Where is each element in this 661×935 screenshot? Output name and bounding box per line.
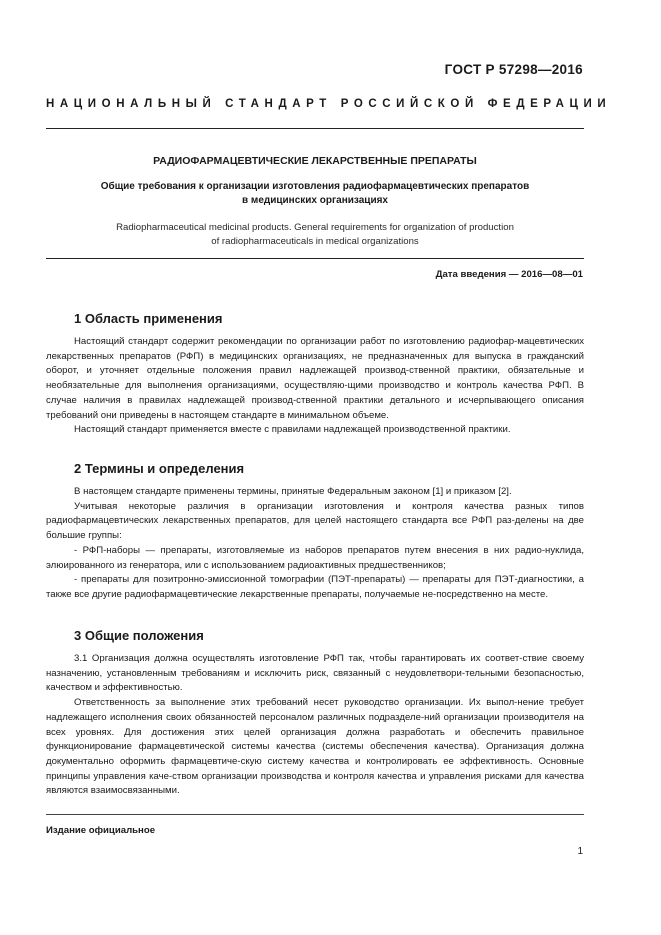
section-paragraph: - РФП-наборы — препараты, изготовляемые из наборов препаратов путем внесения в них радио-нуклида, элюированного из генератора, или с использованием радиоактивных предшественников;	[46, 544, 584, 571]
english-title	[60, 221, 570, 248]
official-edition-label: Издание официальное	[46, 825, 156, 836]
national-standard-banner: НАЦИОНАЛЬНЫЙ СТАНДАРТ РОССИЙСКОЙ ФЕДЕРАЦИИ	[46, 98, 612, 110]
section-scope	[46, 311, 584, 438]
section-paragraph: 3.1 Организация должна осуществлять изготовление РФП так, чтобы гарантировать их соответ-ствие своему назначению, установленным требованиям и исключить риск, связанный с неудовлетвори-тельными безопасностью, качеством и эффективностью.	[46, 653, 584, 694]
section-heading: 3 Общие положения	[74, 628, 204, 643]
document-title: РАДИОФАРМАЦЕВТИЧЕСКИЕ ЛЕКАРСТВЕННЫЕ ПРЕПАРАТЫ	[153, 155, 477, 167]
subtitle-line: в медицинских организациях	[242, 195, 388, 206]
english-title-line: Radiopharmaceutical medicinal products. General requirements for organization of production	[116, 222, 514, 233]
top-divider	[46, 128, 584, 129]
title-bottom-divider	[46, 258, 584, 259]
page-number: 1	[577, 846, 583, 857]
section-heading: 1 Область применения	[74, 311, 223, 326]
section-paragraph: В настоящем стандарте применены термины, принятые Федеральным законом [1] и приказом [2].	[74, 486, 512, 497]
introduction-date: Дата введения — 2016—08—01	[435, 269, 583, 280]
section-heading: 2 Термины и определения	[74, 461, 245, 476]
english-title-line: of radiopharmaceuticals in medical organizations	[211, 235, 419, 247]
standard-code: ГОСТ Р 57298—2016	[444, 62, 583, 77]
subtitle-line: Общие требования к организации изготовления радиофармацевтических препаратов	[100, 181, 530, 192]
section-paragraph: Настоящий стандарт содержит рекомендации по организации работ по изготовлению радиофар-мацевтических лекарственных препаратов (РФП) в медицинских организациях, не предназначенных для выпуска в гражданский оборот, и уточняет отдельные положения правил надлежащей производ-ственной практики, обязательные и необязательные для выполнения организациями, осуществляю-щими производство и контроль качества РФП. В случае наличия в правилах надлежащей производ-ственной практики детального и исчерпывающего описания требований они приведены в настоящем стандарте в минимальном объеме.	[46, 336, 584, 421]
section-paragraph: Учитывая некоторые различия в организации изготовления и контроля качества разных типов радиофармацевтических лекарственных препаратов, для целей настоящего стандарта все РФП раз-делены на две большие группы:	[46, 500, 584, 542]
section-paragraph: Ответственность за выполнение этих требований несет руководство организации. Их выпол-нение требует надлежащего исполнения своих обязанностей персоналом различных подразделе-ний организации производителя на всех уровнях. Для достижения этих целей организация должна разработать и обеспечить правильное функционирование фармацевтической системы качества (системы обеспечения качества). Организация должна документально оформить фармацевтиче-скую систему качества и контролировать ее эффективность. Основные принципы управления каче-ством организации производства и контроля качества и управления рисками для качества являются взаимосвязанными.	[46, 697, 584, 797]
section-general	[46, 628, 584, 799]
section-paragraph: - препараты для позитронно-эмиссионной томографии (ПЭТ-препараты) — препараты для ПЭТ-диагностики, а также все другие радиофармацевтические лекарственные препараты, получаемые не-посредственно на месте.	[46, 574, 584, 600]
footer-divider	[46, 814, 584, 815]
document-subtitle	[60, 180, 570, 208]
section-paragraph: Настоящий стандарт применяется вместе с правилами надлежащей производственной практики.	[74, 424, 511, 436]
section-terms	[46, 461, 584, 603]
